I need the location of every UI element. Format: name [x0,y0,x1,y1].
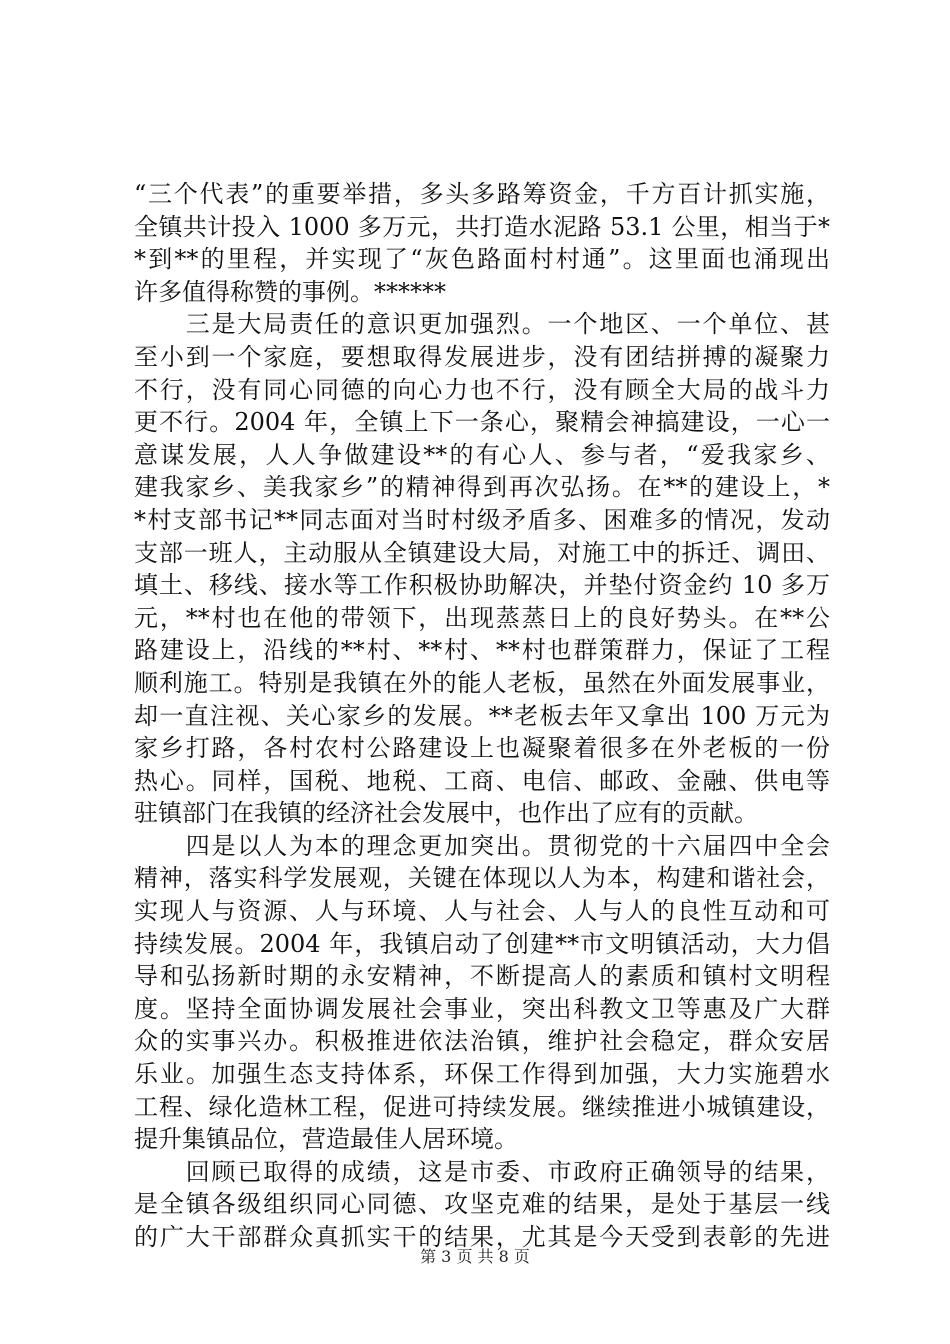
text-line: 回顾已取得的成绩，这是市委、市政府正确领导的结果， [134,1157,830,1186]
text-line: 持续发展。2004 年，我镇启动了创建**市文明镇活动，大力倡 [134,929,830,958]
text-line: 全镇共计投入 1000 多万元，共打造水泥路 53.1 公里，相当于* [134,212,830,241]
text-line: 意谋发展，人人争做建设**的有心人、参与者，“爱我家乡、 [134,440,830,469]
text-line: 不行，没有同心同德的向心力也不行，没有顾全大局的战斗力 [134,375,830,404]
text-line: 导和弘扬新时期的永安精神，不断提高人的素质和镇村文明程 [134,962,830,991]
text-line: 工程、绿化造林工程，促进可持续发展。继续推进小城镇建设， [134,1092,830,1121]
text-line: 建我家乡、美我家乡”的精神得到再次弘扬。在**的建设上，* [134,473,830,502]
text-line: 实现人与资源、人与环境、人与社会、人与人的良性互动和可 [134,897,830,926]
text-line: 支部一班人，主动服从全镇建设大局，对施工中的拆迁、调田、 [134,538,830,567]
text-line: 至小到一个家庭，要想取得发展进步，没有团结拼搏的凝聚力 [134,342,830,371]
text-line: 四是以人为本的理念更加突出。贯彻党的十六届四中全会 [134,831,830,860]
text-line: *村支部书记**同志面对当时村级矛盾多、困难多的情况，发动 [134,505,830,534]
text-line: “三个代表”的重要举措，多头多路筹资金，千方百计抓实施， [134,180,830,208]
text-line: 三是大局责任的意识更加强烈。一个地区、一个单位、甚 [134,310,830,339]
text-line: 驻镇部门在我镇的经济社会发展中，也作出了应有的贡献。 [134,799,758,828]
text-line: 乐业。加强生态支持体系，环保工作得到加强，大力实施碧水 [134,1060,830,1089]
text-line: 许多值得称赞的事例。****** [134,277,446,306]
text-line: 却一直注视、关心家乡的发展。**老板去年又拿出 100 万元为 [134,701,830,730]
text-line: 的广大干部群众真抓实干的结果，尤其是今天受到表彰的先进 [134,1223,830,1251]
text-line: 度。坚持全面协调发展社会事业，突出科教文卫等惠及广大群 [134,994,830,1023]
text-line: 热心。同样，国税、地税、工商、电信、邮政、金融、供电等 [134,766,830,795]
text-line: 提升集镇品位，营造最佳人居环境。 [134,1125,518,1154]
page-footer: 第 3 页 共 8 页 [420,1247,530,1266]
text-line: 填土、移线、接水等工作积极协助解决，并垫付资金约 10 多万 [134,571,830,600]
text-line: 路建设上，沿线的**村、**村、**村也群策群力，保证了工程 [134,636,830,665]
text-line: *到**的里程，并实现了“灰色路面村村通”。这里面也涌现出 [134,245,830,274]
text-line: 是全镇各级组织同心同德、攻坚克难的结果，是处于基层一线 [134,1190,830,1219]
text-line: 元，**村也在他的带领下，出现蒸蒸日上的良好势头。在**公 [134,603,830,632]
text-line: 更不行。2004 年，全镇上下一条心，聚精会神搞建设，一心一 [134,408,830,437]
text-line: 家乡打路，各村农村公路建设上也凝聚着很多在外老板的一份 [134,734,830,763]
document-body [134,178,830,1254]
text-line: 精神，落实科学发展观，关键在体现以人为本，构建和谐社会， [134,864,830,893]
text-line: 众的实事兴办。积极推进依法治镇，维护社会稳定，群众安居 [134,1027,830,1056]
text-line: 顺利施工。特别是我镇在外的能人老板，虽然在外面发展事业， [134,668,830,697]
